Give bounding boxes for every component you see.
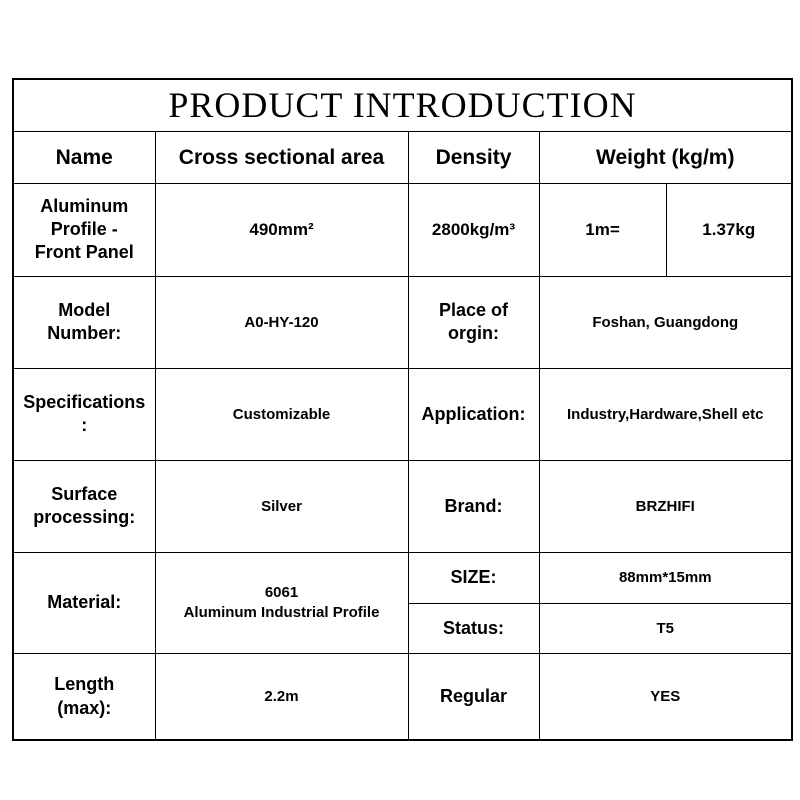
header-row — [13, 131, 792, 183]
table-row — [13, 276, 792, 368]
material-label: Material: — [13, 552, 155, 653]
cross-section-value: 490mm² — [155, 183, 408, 276]
application-value: Industry,Hardware,Shell etc — [539, 368, 792, 460]
length-value: 2.2m — [155, 653, 408, 740]
density-value: 2800kg/m³ — [408, 183, 539, 276]
place-of-origin-value: Foshan, Guangdong — [539, 276, 792, 368]
size-value: 88mm*15mm — [539, 552, 792, 603]
table-row — [13, 653, 792, 740]
surface-processing-value: Silver — [155, 460, 408, 552]
material-value: 6061 Aluminum Industrial Profile — [155, 552, 408, 653]
model-number-label: Model Number: — [13, 276, 155, 368]
product-spec-table — [12, 78, 793, 741]
header-density: Density — [408, 131, 539, 183]
table-row — [13, 460, 792, 552]
surface-processing-label: Surface processing: — [13, 460, 155, 552]
brand-value: BRZHIFI — [539, 460, 792, 552]
weight-length-unit: 1m= — [539, 183, 666, 276]
specifications-label: Specifications : — [13, 368, 155, 460]
header-weight: Weight (kg/m) — [539, 131, 792, 183]
model-number-value: A0-HY-120 — [155, 276, 408, 368]
header-cross-section: Cross sectional area — [155, 131, 408, 183]
status-label: Status: — [408, 603, 539, 653]
table-row — [13, 183, 792, 276]
weight-value: 1.37kg — [666, 183, 792, 276]
specifications-value: Customizable — [155, 368, 408, 460]
regular-value: YES — [539, 653, 792, 740]
status-value: T5 — [539, 603, 792, 653]
table-title: PRODUCT INTRODUCTION — [13, 79, 792, 131]
table-row — [13, 552, 792, 603]
size-label: SIZE: — [408, 552, 539, 603]
table-row — [13, 368, 792, 460]
brand-label: Brand: — [408, 460, 539, 552]
place-of-origin-label: Place of orgin: — [408, 276, 539, 368]
product-name: Aluminum Profile - Front Panel — [13, 183, 155, 276]
length-label: Length (max): — [13, 653, 155, 740]
header-name: Name — [13, 131, 155, 183]
regular-label: Regular — [408, 653, 539, 740]
application-label: Application: — [408, 368, 539, 460]
